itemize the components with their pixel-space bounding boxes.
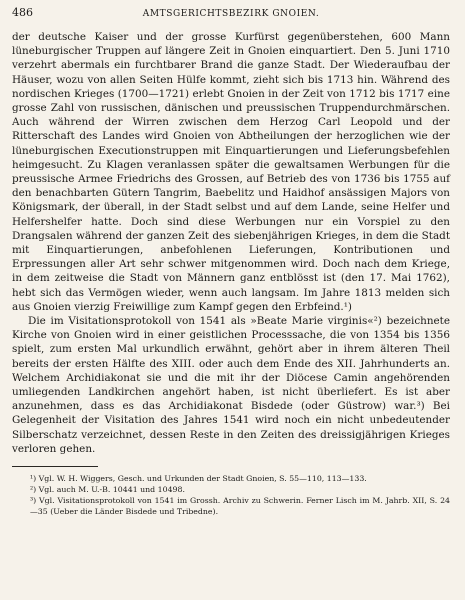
footnote-separator [12,466,98,467]
body-text [12,30,450,456]
paragraph-1: der deutsche Kaiser und der grosse Kurfürst gegenüberstehen, 600 Mann lüneburgischer Truppen auf längere Zeit in Gnoien einquartiert. Den 5. Juni 1710 verzehrt abermals ein furchtbarer Brand die ganze Stadt. Der Wiederaufbau der Häuser, wozu von allen Seiten Hülfe kommt, zieht sich bis 1713 hin. Während des nordischen Krieges (1700—1721) erlebt Gnoien in der Zeit von 1712 bis 1717 eine grosse Zahl von russischen, dänischen und preussischen Truppendurchmärschen. Auch während der Wirren zwischen dem Herzog Carl Leopold und der Ritterschaft des Landes wird Gnoien von Abtheilungen der herzoglichen wie der lüneburgischen Executionstruppen mit Einquartierungen und Lieferungsbefehlen heimgesucht. Zu Klagen veranlassen später die gewaltsamen Werbungen für die preussische Armee Friedrichs des Grossen, auf Betrieb des von 1736 bis 1755 auf den benachbarten Gütern Tangrim, Baebelitz und Haidhof ansässigen Majors von Königsmark, der überall, in der Stadt selbst und auf dem Lande, seine Helfer und Helfershelfer hatte. Doch sind diese Werbungen nur ein Vorspiel zu den Drangsalen während der ganzen Zeit des siebenjährigen Krieges, in dem die Stadt mit Einquartierungen, anbefohlenen Lieferungen, Kontributionen und Erpressungen aller Art sehr schwer mitgenommen wird. Doch nach dem Kriege, in dem zeitweise die Stadt von Männern ganz entblösst ist (den 17. Mai 1762), hebt sich das Vermögen wieder, wenn auch langsam. Im Jahre 1813 melden sich aus Gnoien vierzig Freiwillige zum Kampf gegen den Erbfeind.¹) [12,31,450,313]
running-head: AMTSGERICHTSBEZIRK GNOIEN. [142,9,320,19]
footnotes [12,473,450,517]
footnote-2: ²) Vgl. auch M. U.-B. 10441 und 10498. [30,485,185,495]
page-number: 486 [12,6,33,19]
page-header [12,6,450,22]
footnote-3: ³) Vgl. Visitationsprotokoll von 1541 im Grossh. Archiv zu Schwerin. Ferner Lisch im M. Jahrb. XII, S. 24—35 (Ueber die Länder Bisdede und Tribedne). [30,496,450,517]
paragraph-2: Die im Visitationsprotokoll von 1541 als »Beate Marie virginis«²) bezeichnete Kirche von Gnoien wird in einer geistlichen Processsache, die von 1354 bis 1356 spielt, zum ersten Mal urkundlich erwähnt, gehört aber in ihrem älteren Theil bereits der ersten Hälfte des XIII. oder auch dem Ende des XII. Jahrhunderts an. Welchem Archidiakonat sie und die mit ihr der Diöcese Camin angehörenden umliegenden Landkirchen angehört haben, ist nicht überliefert. Es ist aber anzunehmen, dass es das Archidiakonat Bisdede (oder Güstrow) war.³) Bei Gelegenheit der Visitation des Jahres 1541 wird noch ein nicht unbedeutender Silberschatz verzeichnet, dessen Reste in den Zeiten des dreissigjährigen Krieges verloren gehen. [12,315,450,455]
footnote-1: ¹) Vgl. W. H. Wiggers, Gesch. und Urkunden der Stadt Gnoien, S. 55—110, 113—133. [30,474,367,484]
